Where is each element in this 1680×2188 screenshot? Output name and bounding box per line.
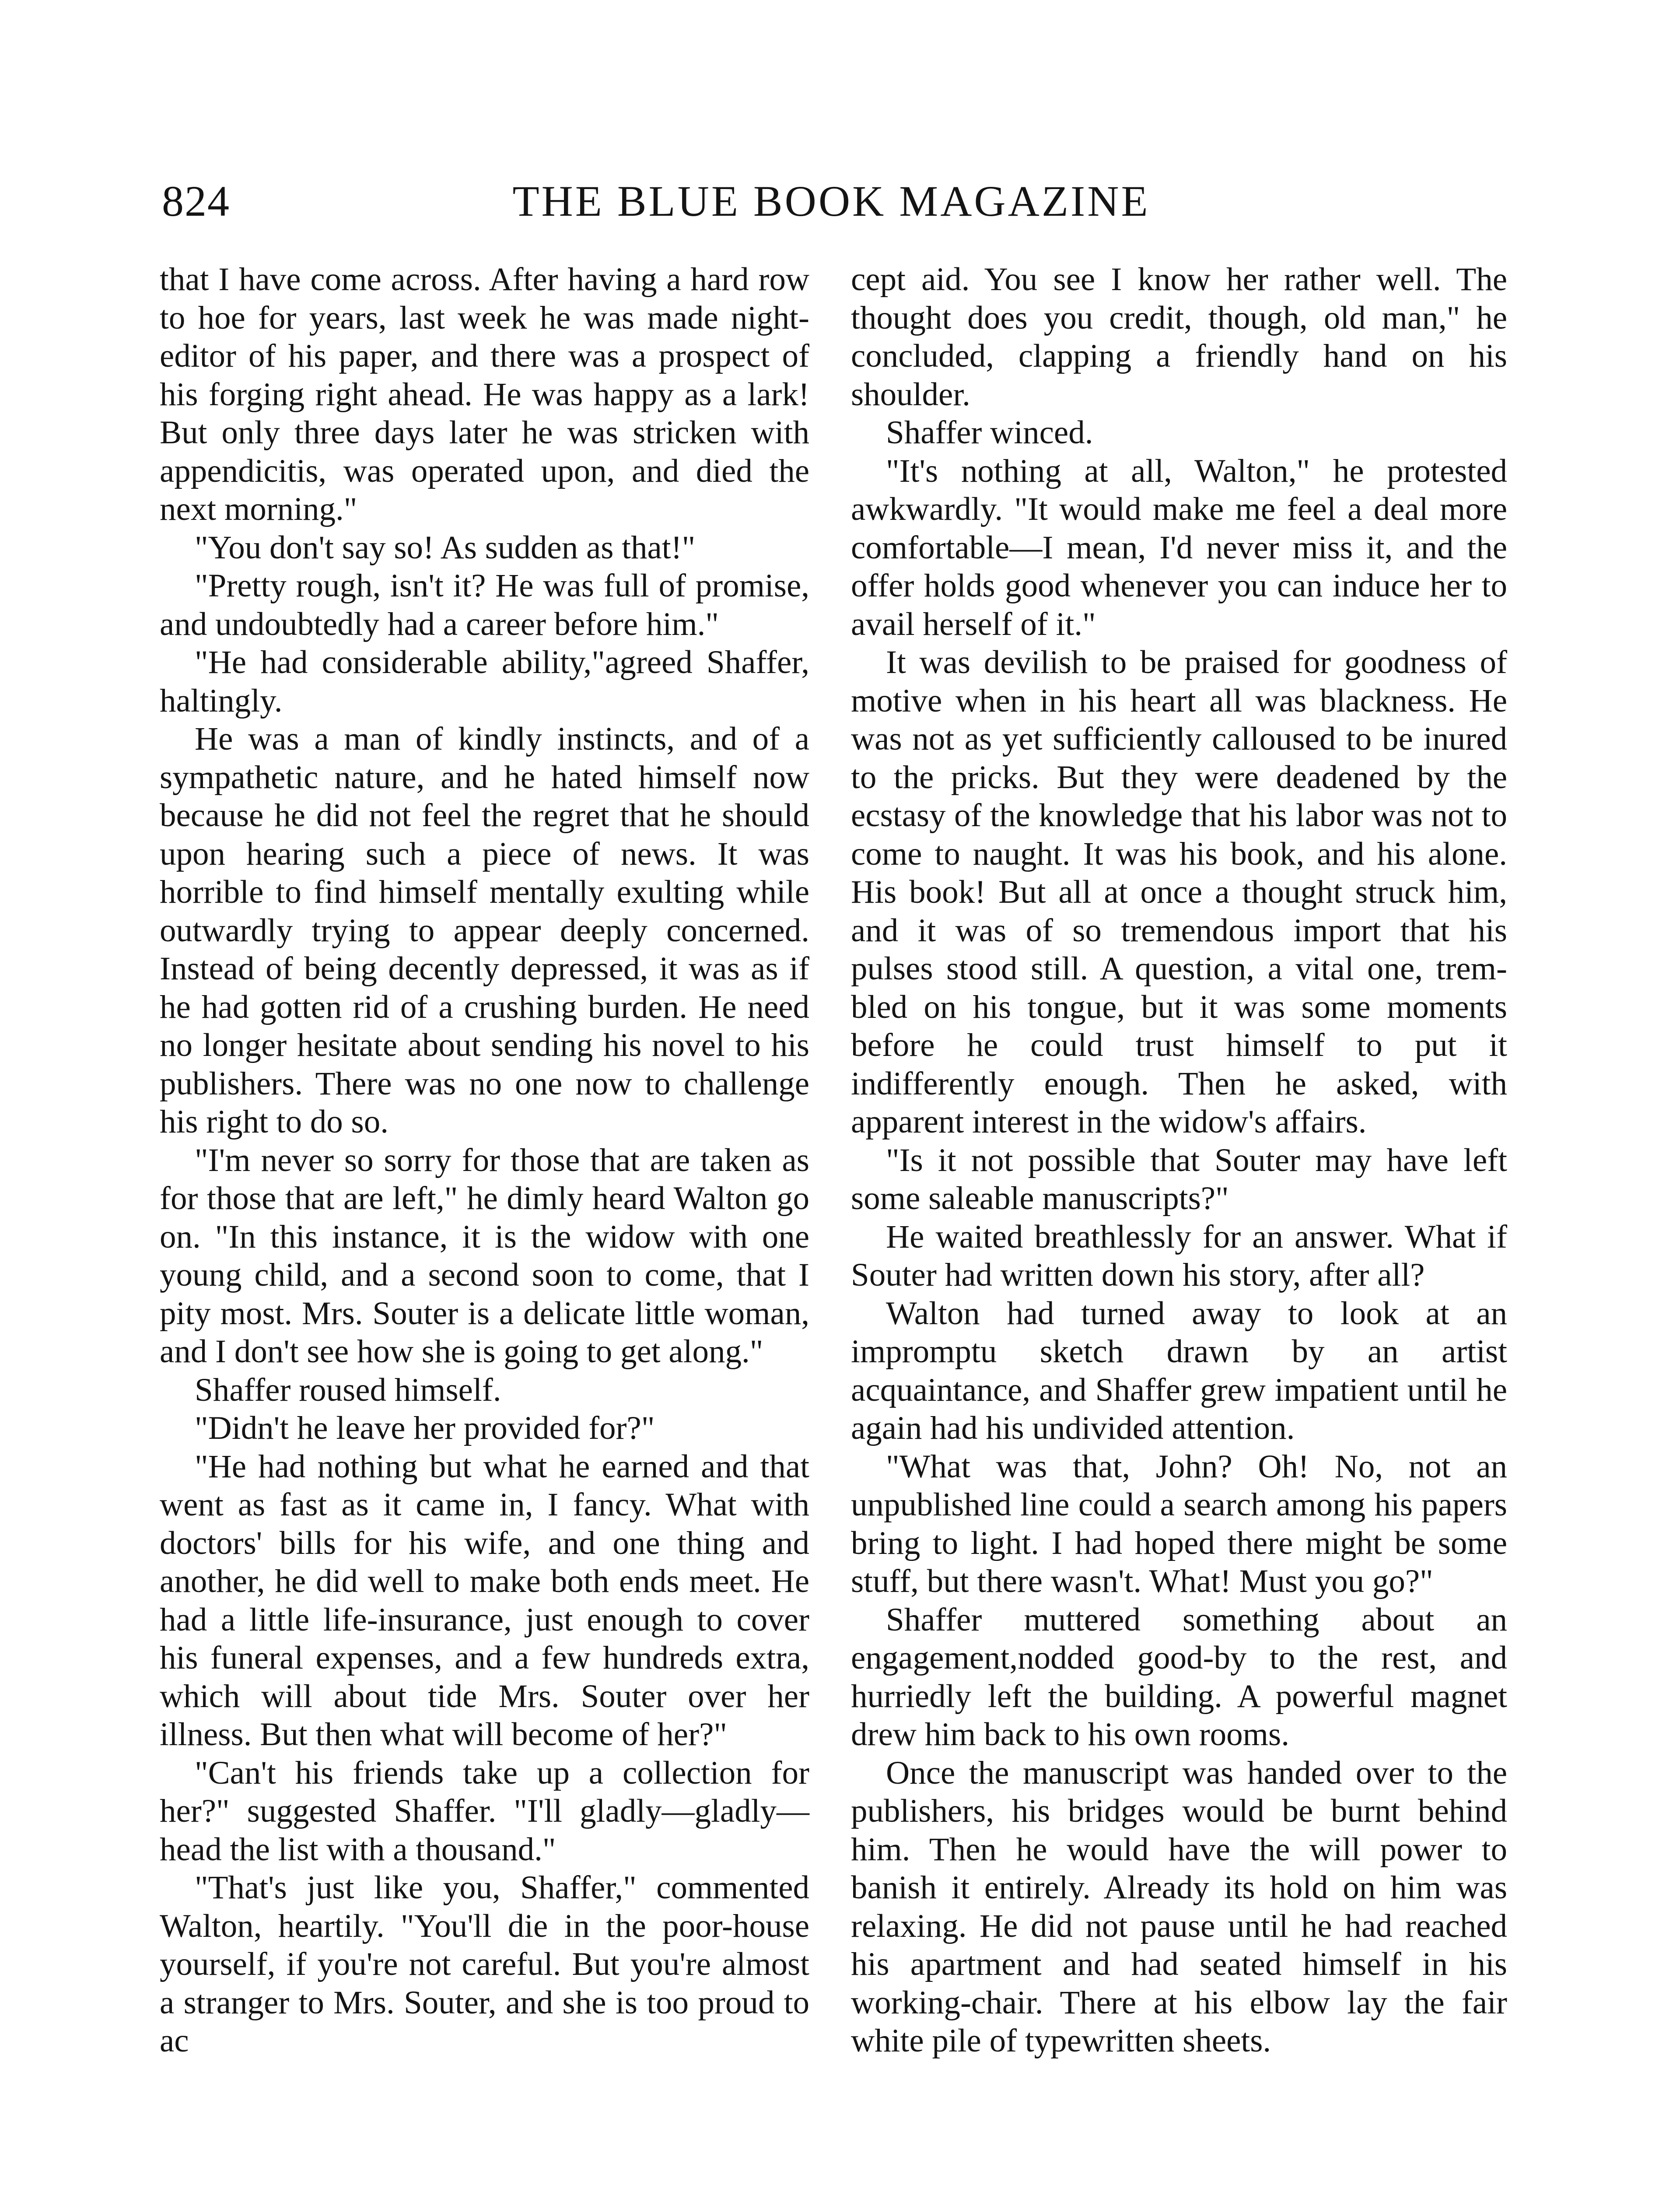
page-number: 824 bbox=[162, 177, 230, 225]
paragraph: cept aid. You see I know her rather well. The thought does you credit, though, old man," he concluded, clapping a friendly hand on his shoulder. bbox=[851, 261, 1507, 413]
running-head-title: THE BLUE BOOK MAGAZINE bbox=[512, 177, 1150, 225]
paragraph: He waited breathlessly for an answer. What if Souter had written down his story, after all? bbox=[851, 1218, 1507, 1293]
left-column bbox=[160, 260, 809, 2060]
paragraph: Shaffer winced. bbox=[886, 414, 1093, 451]
paragraph: "He had nothing but what he earned and that went as fast as it came in, I fancy. What with doctors' bills for his wife, and one thing and another, he did well to make both ends meet. He had a little life-insurance, just enough to cover his funeral expenses, and a few hundreds extra, which will about tide Mrs. Souter over her illness. But then what will become of her?" bbox=[160, 1448, 809, 1753]
paragraph: Shaffer roused himself. bbox=[195, 1371, 501, 1408]
paragraph: that I have come across. After having a hard row to hoe for years, last week he was made night-editor of his paper, and there was a prospect of his forging right ahead. He was happy as a lark! But only three days later he was stricken with appendicitis, was operated upon, and died the next morning." bbox=[160, 261, 809, 527]
paragraph: "It's nothing at all, Walton," he protested awkwardly. "It would make me feel a deal more comfortable—I mean, I'd never miss it, and the offer holds good whenever you can induce her to avail herself of it." bbox=[851, 452, 1507, 642]
paragraph: He was a man of kindly instincts, and of a sympathetic nature, and he hated himself now because he did not feel the regret that he should upon hearing such a piece of news. It was horrible to find himself mentally exulting while outwardly trying to appear deeply concerned. Instead of being decently depressed, it was as if he had gotten rid of a crushing burden. He need no longer hesitate about sending his novel to his publishers. There was no one now to challenge his right to do so. bbox=[160, 721, 809, 1140]
right-column bbox=[851, 260, 1507, 2060]
paragraph: "What was that, John? Oh! No, not an unpublished line could a search among his papers bring to light. I had hoped there might be some stuff, but there wasn't. What! Must you go?" bbox=[851, 1448, 1507, 1599]
paragraph: Walton had turned away to look at an impromptu sketch drawn by an artist acquaintance, and Shaffer grew impatient until he again had his undivided attention. bbox=[851, 1295, 1507, 1446]
paragraph: "Pretty rough, isn't it? He was full of promise, and undoubtedly had a career before him." bbox=[160, 568, 809, 642]
paragraph: "I'm never so sorry for those that are taken as for those that are left," he dimly heard Walton go on. "In this instance, it is the widow with one young child, and a second soon to come, that I pity most. Mrs. Souter is a delicate little woman, and I don't see how she is going to get along." bbox=[160, 1142, 809, 1370]
paragraph: "You don't say so! As sudden as that!" bbox=[195, 529, 696, 566]
paragraph: It was devilish to be praised for goodness of motive when in his heart all was blackness. He was not as yet sufficiently calloused to be inured to the pricks. But they were deadened by the ecstasy of the knowledge that his labor was not to come to naught. It was his book, and his alone. His book! But all at once a thought struck him, and it was of so tremendous import that his pulses stood still. A question, a vital one, trembled on his tongue, but it was some moments before he could trust himself to put it indifferently enough. Then he asked, with apparent interest in the widow's affairs. bbox=[851, 644, 1507, 1140]
paragraph: "Didn't he leave her provided for?" bbox=[195, 1410, 655, 1446]
paragraph: "He had considerable ability,"agreed Shaffer, haltingly. bbox=[160, 644, 809, 719]
paragraph: "Can't his friends take up a collection for her?" suggested Shaffer. "I'll gladly—gladly—head the list with a thousand." bbox=[160, 1754, 809, 1868]
paragraph: "Is it not possible that Souter may have left some saleable manuscripts?" bbox=[851, 1142, 1507, 1217]
paragraph: Once the manuscript was handed over to the publishers, his bridges would be burnt behind him. Then he would have the will power to banish it entirely. Already its hold on him was relaxing. He did not pause until he had reached his apartment and had seated himself in his working-chair. There at his elbow lay the fair white pile of typewritten sheets. bbox=[851, 1754, 1507, 2059]
paragraph: "That's just like you, Shaffer," commented Walton, heartily. "You'll die in the poor-house yourself, if you're not careful. But you're almost a stranger to Mrs. Souter, and she is too proud to ac bbox=[160, 1869, 809, 2059]
paragraph: Shaffer muttered something about an engagement,nodded good-by to the rest, and hurriedly left the building. A powerful magnet drew him back to his own rooms. bbox=[851, 1601, 1507, 1753]
